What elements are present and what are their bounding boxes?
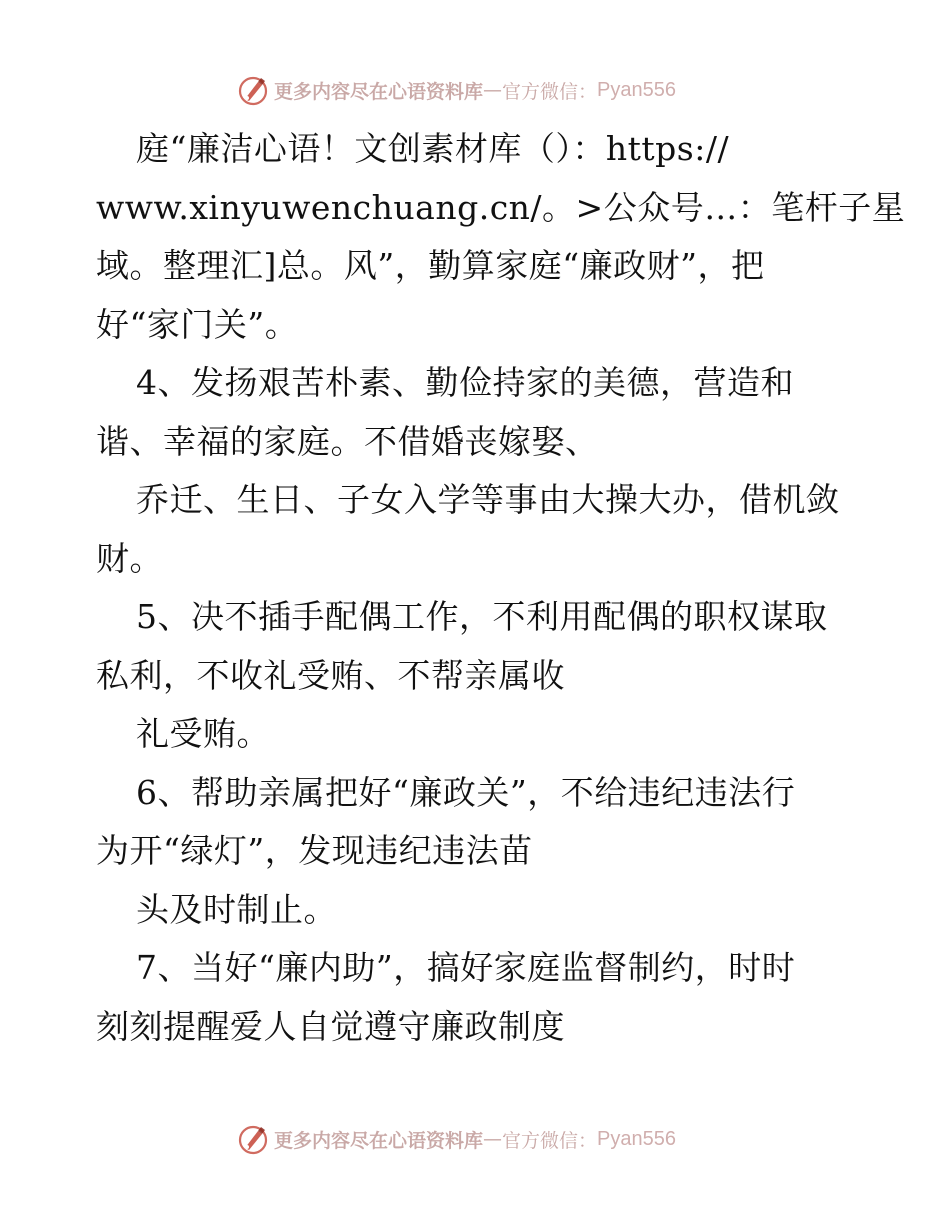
body-line: 5、决不插手配偶工作，不利用配偶的职权谋取 [136,597,828,636]
banner-wechat-label: 官方微信： [502,80,598,103]
body-line: 私利，不收礼受贿、不帮亲属收 [96,655,565,695]
body-line: 头及时制止。 [136,889,337,929]
body-line: 好“家门关”。 [96,304,299,344]
banner-dash: — [483,1128,503,1150]
body-line: 为开“绿灯”，发现违纪违法苗 [96,831,533,870]
body-line: 刻刻提醒爱人自觉遵守廉政制度 [96,1006,565,1046]
body-line: www.xinyuwenchuang.cn/。>公众号…：笔杆子星 [96,187,906,227]
body-line: 7、当好“廉内助”，搞好家庭监督制约，时时 [136,948,796,987]
body-line: 礼受贿。 [136,714,270,753]
body-line: 庭“廉洁心语！文创素材库（）：https:// [136,129,730,168]
body-line: 6、帮助亲属把好“廉政关”，不给违纪违法行 [136,772,796,812]
pen-circle-logo-icon [236,1122,270,1156]
pen-circle-logo-icon [236,73,270,107]
banner-wechat-id: Pyan556 [597,1127,676,1150]
body-line: 4、发扬艰苦朴素、勤俭持家的美德，营造和 [136,363,794,402]
banner-slogan: 更多内容尽在心语资料库 [274,80,484,103]
banner-wechat-id: Pyan556 [597,78,676,101]
header-banner [236,72,676,108]
body-line: 谐、幸福的家庭。不借婚丧嫁娶、 [96,421,599,461]
banner-slogan: 更多内容尽在心语资料库 [274,1129,484,1152]
banner-dash: — [483,79,503,101]
body-text [96,120,906,1056]
body-line: 乔迁、生日、子女入学等事由大操大办，借机敛 [136,480,840,519]
footer-banner [236,1121,676,1157]
body-line: 域。整理汇]总。风”，勤算家庭“廉政财”，把 [96,246,765,285]
banner-wechat-label: 官方微信： [502,1129,598,1152]
body-line: 财。 [96,538,163,578]
